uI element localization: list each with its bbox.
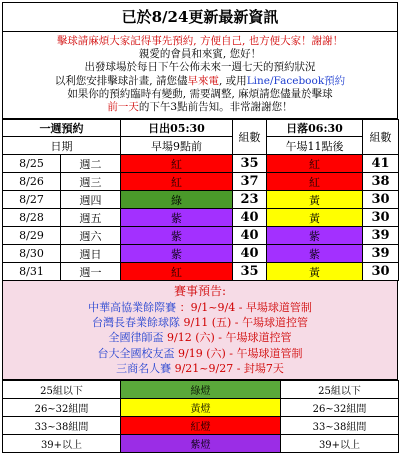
am-count-cell: 35 — [233, 155, 267, 173]
am-count-cell: 23 — [233, 191, 267, 209]
am-count-cell: 35 — [233, 263, 267, 281]
legend-status: 綠燈 — [121, 380, 281, 398]
am-count-cell: 40 — [233, 245, 267, 263]
morning-header: 早場9點前 — [121, 137, 233, 155]
pm-count-cell: 41 — [363, 155, 399, 173]
legend-range-right: 33~38組間 — [281, 416, 399, 434]
event-note: - 早場球道管制 — [235, 300, 312, 314]
row-date: 8/31 — [3, 263, 61, 281]
event-item — [3, 300, 397, 315]
notice-line-6 — [7, 101, 393, 114]
am-count-cell: 40 — [233, 209, 267, 227]
pm-status-cell: 紫 — [267, 227, 363, 245]
row-date: 8/28 — [3, 209, 61, 227]
schedule-row — [3, 191, 399, 209]
row-date: 8/30 — [3, 245, 61, 263]
event-name: 三商名人賽 — [116, 362, 172, 376]
am-status-cell: 綠 — [121, 191, 233, 209]
schedule-row — [3, 173, 399, 191]
event-date: 9/21~9/27 — [174, 362, 234, 376]
event-date: 9/12 (六) — [167, 331, 215, 345]
pm-count-cell: 39 — [363, 245, 399, 263]
events-panel — [2, 281, 398, 379]
schedule-table — [2, 119, 399, 281]
row-day: 週六 — [61, 227, 121, 245]
notice-call-early: 早來電 — [187, 74, 219, 87]
legend-range-right: 39+以上 — [281, 434, 399, 452]
legend-range-right: 25組以下 — [281, 380, 399, 398]
pm-count-cell: 30 — [363, 263, 399, 281]
row-day: 週三 — [61, 173, 121, 191]
sunset-label: 日落06:30 — [267, 120, 363, 137]
pm-status-cell: 黃 — [267, 209, 363, 227]
event-name: 台灣長春業餘球隊 — [92, 316, 180, 330]
pm-count-cell: 30 — [363, 191, 399, 209]
pm-count-cell: 30 — [363, 209, 399, 227]
event-name: 台大全國校友盃 — [97, 346, 175, 360]
pm-status-cell: 黃 — [267, 191, 363, 209]
legend-range: 39+以上 — [3, 434, 121, 452]
pm-status-cell: 紅 — [267, 155, 363, 173]
legend-range: 33~38組間 — [3, 416, 121, 434]
legend-range: 25組以下 — [3, 380, 121, 398]
am-status-cell: 紫 — [121, 209, 233, 227]
row-date: 8/26 — [3, 173, 61, 191]
week-label: 一週預約 — [3, 120, 121, 137]
event-date: 9/11 (五) — [183, 316, 232, 330]
legend-row — [3, 416, 399, 434]
legend-range: 26~32組間 — [3, 398, 121, 416]
am-status-cell: 紫 — [121, 245, 233, 263]
event-item — [3, 315, 397, 330]
event-note: - 午場球道控管 — [214, 331, 292, 345]
event-date: ：9/1~9/4 — [179, 300, 236, 314]
notice-line-2: 親愛的會員和來賓, 您好！ — [138, 48, 262, 61]
row-day: 週五 — [61, 209, 121, 227]
event-name: 中華高協業餘際賽 — [88, 300, 177, 314]
page-title: 已於8/24更新最新資訊 — [2, 2, 398, 31]
notice-line-1: 擊球請麻煩大家記得事先預約, 方便自己, 也方便大家！謝謝！ — [56, 35, 344, 47]
event-name: 全國律師盃 — [108, 331, 164, 345]
row-day: 週二 — [61, 155, 121, 173]
notice-line-3: 出發球場於每日下午公佈未來一週七天的預約狀況 — [84, 61, 316, 74]
pm-count-cell: 39 — [363, 227, 399, 245]
row-day: 週日 — [61, 245, 121, 263]
am-status-cell: 紅 — [121, 173, 233, 191]
event-date: 9/19 (六) — [178, 346, 226, 360]
pm-status-cell: 紫 — [267, 245, 363, 263]
am-status-cell: 紫 — [121, 227, 233, 245]
evening-header: 午場11點後 — [267, 137, 363, 155]
schedule-row — [3, 155, 399, 173]
legend-row — [3, 434, 399, 452]
row-date: 8/25 — [3, 155, 61, 173]
pm-status-cell: 黃 — [267, 263, 363, 281]
event-item — [3, 330, 397, 345]
schedule-row — [3, 263, 399, 281]
date-header: 日期 — [3, 137, 121, 155]
pm-groups-header: 組數 — [363, 120, 399, 155]
legend-range-right: 26~32組間 — [281, 398, 399, 416]
notice-day-before: 前一天 — [107, 101, 139, 114]
notice-line-4 — [7, 75, 393, 88]
pm-status-cell: 紅 — [267, 173, 363, 191]
notice-line-6b: 的下午3點前告知。非常謝謝您！ — [138, 101, 293, 114]
notice-line-4c: , 或用 — [219, 74, 247, 87]
event-item — [3, 361, 397, 376]
row-date: 8/29 — [3, 227, 61, 245]
legend-row — [3, 398, 399, 416]
legend-status: 黃燈 — [121, 398, 281, 416]
notice-line-facebook: Line/Facebook預約 — [246, 74, 346, 87]
schedule-row — [3, 245, 399, 263]
am-status-cell: 紅 — [121, 263, 233, 281]
am-status-cell: 紅 — [121, 155, 233, 173]
event-item — [3, 346, 397, 361]
notice-line-5: 如果你的預約臨時有變動, 需要調整, 麻煩請您儘量於擊球 — [67, 87, 333, 100]
legend-status: 紫燈 — [121, 434, 281, 452]
row-date: 8/27 — [3, 191, 61, 209]
am-groups-header: 組數 — [233, 120, 267, 155]
schedule-row — [3, 209, 399, 227]
events-heading: 賽事預告: — [173, 284, 227, 299]
sunrise-label: 日出05:30 — [121, 120, 233, 137]
legend-table — [2, 380, 399, 453]
legend-status: 紅燈 — [121, 416, 281, 434]
pm-count-cell: 38 — [363, 173, 399, 191]
schedule-row — [3, 227, 399, 245]
booking-status-page — [2, 2, 398, 453]
notice-line-4a: 以利您安排擊球計畫, 請您儘 — [54, 74, 188, 87]
am-count-cell: 40 — [233, 227, 267, 245]
notice-box — [2, 31, 398, 119]
legend-row — [3, 380, 399, 398]
am-count-cell: 37 — [233, 173, 267, 191]
event-note: - 封場7天 — [233, 362, 284, 376]
event-note: - 午場球道管制 — [225, 346, 303, 360]
row-day: 週四 — [61, 191, 121, 209]
row-day: 週一 — [61, 263, 121, 281]
event-note: - 午場球道控管 — [231, 316, 308, 330]
